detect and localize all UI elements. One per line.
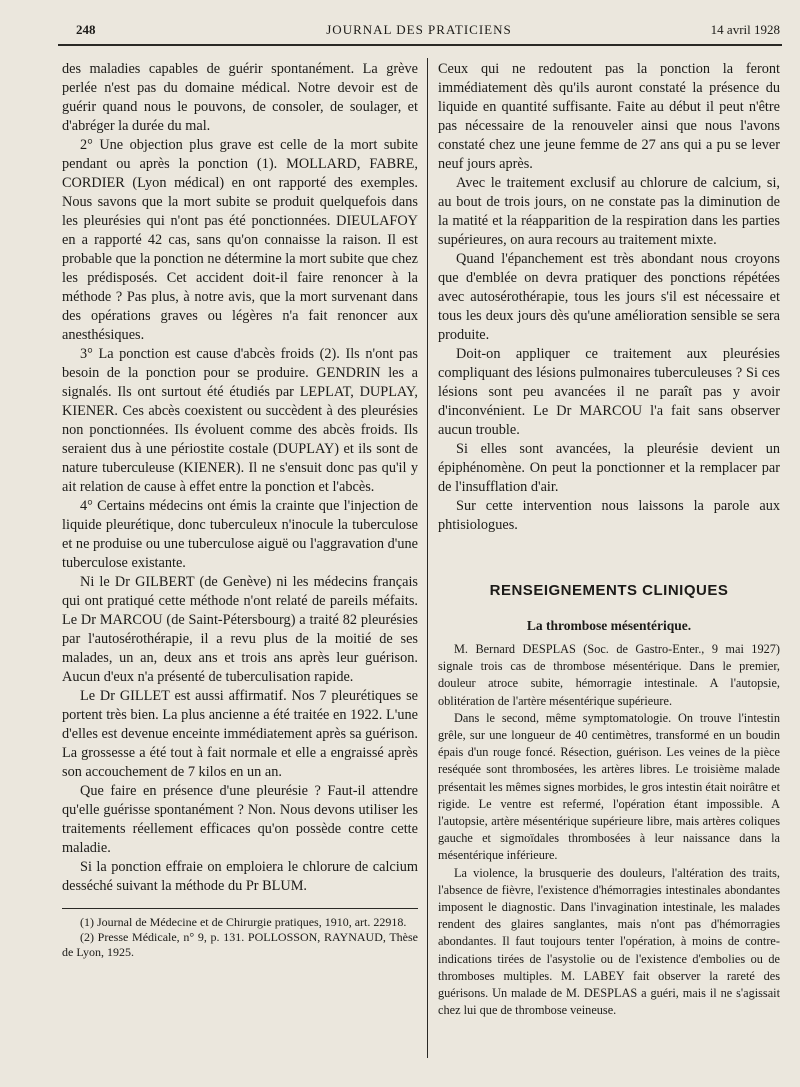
footnote: (1) Journal de Médecine et de Chirurgie pratiques, 1910, art. 22918.	[80, 915, 407, 929]
right-column	[438, 60, 780, 1019]
paragraph: 4° Certains médecins ont émis la crainte que l'injection de liquide pleurétique, donc tuberculeux n'inocule la tuberculose et ne produise ou une tuberculose aiguë ou l'aggravation d'une tuberculose existante.	[62, 498, 418, 571]
header-rule	[58, 44, 782, 46]
paragraph: Ni le Dr GILBERT (de Genève) ni les médecins français qui ont pratiqué cette méthode n'ont relaté de pareils méfaits. Le Dr MARCOU (de Saint-Pétersbourg) a traité 82 pleurésies par l'autosérothérapie, il a revu plus de la moitié de ses malades, un an, deux ans et trois ans après leur guérison. Aucun d'eux n'a présenté de tuberculisation rapide.	[62, 574, 418, 685]
paragraph: 3° La ponction est cause d'abcès froids (2). Ils n'ont pas besoin de la ponction pour se produire. GENDRIN les a signalés. Ils ont surtout été étudiés par LEPLAT, DUPLAY, KIENER. Ces abcès coexistent ou succèdent à des pleurésies non ponctionnées. Ils évoluent comme des abcès froids. Ils seraient dus à une périostite costale (DUPLAY) et ils sont de nature tuberculeuse (KIENER). Il ne s'ensuit donc pas qu'il y ait relation de cause à effet entre la ponction et l'abcès.	[62, 346, 418, 495]
footnotes	[62, 915, 418, 960]
paragraph: La violence, la brusquerie des douleurs, l'altération des traits, l'absence de fièvre, l'existence d'hémorragies intestinales abondantes imposent le diagnostic. Dans l'invagination intestinale, les malades rendent des glaires sanglantes, mais n'ont pas d'hémorragies abondantes. Il faut toujours tenter l'opération, à moins de contre-indications tirées de l'asystolie ou de l'existence d'embolies ou de thromboses multiples. M. LABEY fait observer la rareté des guérisons. Un malade de M. DESPLAS a guéri, mais il ne s'agissait chez lui que de thrombose veineuse.	[438, 865, 780, 1018]
left-column	[62, 60, 418, 960]
footnote-rule	[62, 908, 418, 909]
paragraph: Avec le traitement exclusif au chlorure de calcium, si, au bout de trois jours, on ne constate pas la diminution de la matité et la réapparition de la respiration dans les parties supérieures, on aura recours au traitement mixte.	[438, 175, 780, 248]
page-number: 248	[76, 22, 96, 37]
journal-title: JOURNAL DES PRATICIENS	[326, 22, 512, 37]
paragraph: Ceux qui ne redoutent pas la ponction la feront immédiatement dès qu'ils auront constaté la présence du liquide en quantité suffisante. Faite au début il peut n'être pas nécessaire de la renouveler ainsi que nous l'avons constaté chez une jeune femme de 27 ans qui a pu se lever neuf jours après.	[438, 61, 780, 172]
column-divider	[427, 58, 428, 1058]
paragraph: Si elles sont avancées, la pleurésie devient un épiphénomène. On peut la ponctionner et la remplacer par de l'insufflation d'air.	[438, 441, 780, 495]
paragraph: M. Bernard DESPLAS (Soc. de Gastro-Enter., 9 mai 1927) signale trois cas de thrombose mésentérique. Dans le premier, douleur atroce subite, hémorragie intestinale. A l'autopsie, oblitération de l'artère mésentérique supérieure.	[438, 642, 780, 708]
section-heading: RENSEIGNEMENTS CLINIQUES	[489, 582, 729, 599]
issue-date: 14 avril 1928	[710, 22, 780, 37]
paragraph: Sur cette intervention nous laissons la parole aux phtisiologues.	[438, 498, 780, 533]
paragraph: Doit-on appliquer ce traitement aux pleurésies compliquant des lésions pulmonaires tuberculeuses ? Si ces lésions sont peu avancées il ne paraît pas y avoir d'inconvénient. Le Dr MARCOU l'a fait sans observer aucun trouble.	[438, 346, 780, 438]
article-title: La thrombose mésentérique.	[526, 618, 692, 633]
paragraph: Que faire en présence d'une pleurésie ? Faut-il attendre qu'elle guérisse spontanément ? Non. Nous devons utiliser les traitements réellement efficaces qu'on possède contre cette maladie.	[62, 783, 418, 856]
paragraph: Le Dr GILLET est aussi affirmatif. Nos 7 pleurétiques se portent très bien. La plus ancienne a été traitée en 1922. L'une d'elles est devenue enceinte immédiatement après sa guérison. La grossesse a été tout à fait normale et elle a engraissé après son accouchement de 7 kilos en un an.	[62, 688, 418, 780]
article-body	[438, 641, 780, 1019]
page-header	[58, 22, 780, 42]
paragraph: Quand l'épanchement est très abondant nous croyons que d'emblée on devra pratiquer des ponctions répétées avec autosérothérapie, tous les jours s'il est nécessaire et tous les deux jours dès qu'une amélioration sensible se sera produite.	[438, 251, 780, 343]
paragraph: des maladies capables de guérir spontanément. La grève perlée n'est pas du domaine médical. Notre devoir est de guérir quand nous le pouvons, de consoler, de soulager, et d'abréger la durée du mal.	[62, 61, 418, 134]
paragraph: Dans le second, même symptomatologie. On trouve l'intestin grêle, sur une longueur de 40 centimètres, transformé en un boudin épais d'un rouge foncé. Résection, guérison. Les veines de la pièce reséquée sont thrombosées, les artères libres. Le troisième malade présentait les mêmes signes morbides, le gros intestin était noirâtre et rigide. Le ventre est refermé, l'opération étant impossible. A l'autopsie, artère mésentérique supérieure libre, mais artères coliques gauche et sigmoïdales thrombosées à leur naissance dans la mésentérique inférieure.	[438, 710, 780, 863]
footnote: (2) Presse Médicale, n° 9, p. 131. POLLOSSON, RAYNAUD, Thèse de Lyon, 1925.	[62, 930, 418, 959]
paragraph: 2° Une objection plus grave est celle de la mort subite pendant ou après la ponction (1). MOLLARD, FABRE, CORDIER (Lyon médical) en ont rapporté des exemples. Nous savons que la mort subite se produit quelquefois dans les pleurésies qui n'ont pas été ponctionnées. DIEULAFOY en a rapporté 42 cas, sans qu'on connaisse la raison. Il est probable que la ponction ne détermine la mort subite que chez les prédisposés. Cet accident doit-il faire renoncer à la méthode ? Pas plus, à notre avis, que la mort survenant dans des opérations graves ou légères n'a fait renoncer aux anesthésiques.	[62, 137, 418, 343]
paragraph: Si la ponction effraie on emploiera le chlorure de calcium desséché suivant la méthode du Pr BLUM.	[62, 859, 418, 894]
